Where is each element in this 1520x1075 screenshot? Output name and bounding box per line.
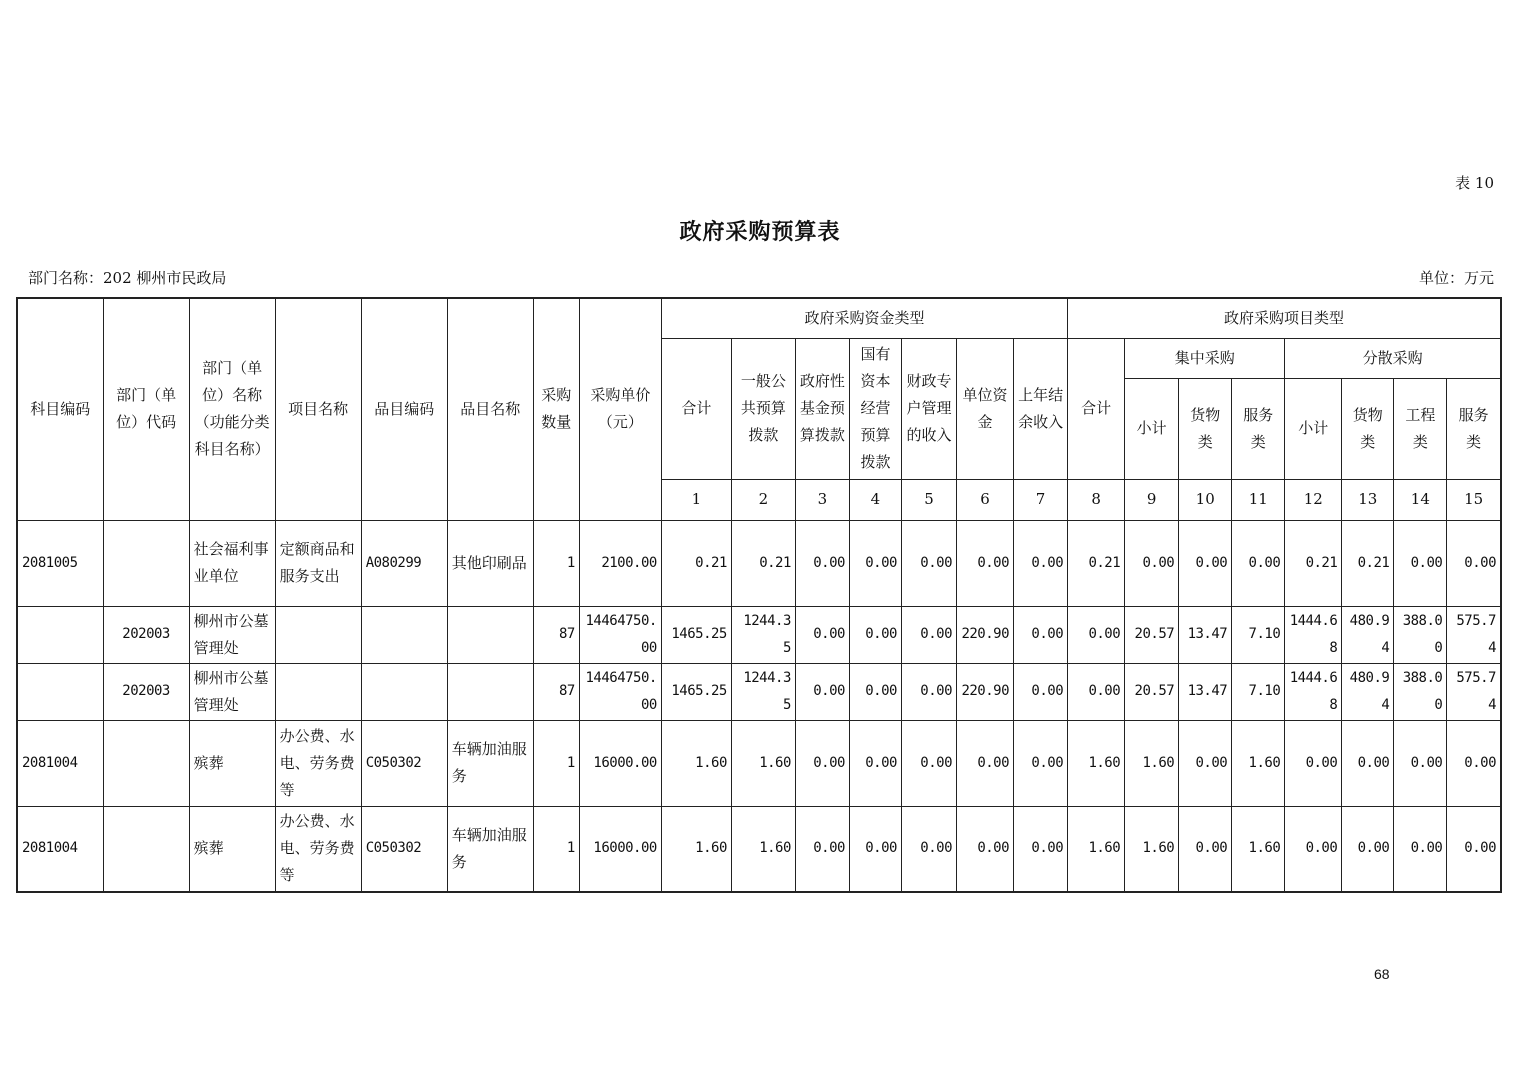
cell-amount-col-7: 0.00: [1014, 806, 1068, 892]
header-project-type: 政府采购项目类型: [1068, 298, 1501, 338]
header-quantity: 采购数量: [533, 298, 579, 520]
cell-amount-col-11: 1.60: [1232, 720, 1285, 806]
cell-project-name: [275, 663, 361, 720]
cell-amount-col-3: 0.00: [795, 606, 849, 663]
header-subject-code: 科目编码: [17, 298, 103, 520]
header-scattered-subtotal: 小计: [1285, 378, 1342, 479]
header-scattered-works: 工程类: [1394, 378, 1447, 479]
cell-amount-col-3: 0.00: [795, 663, 849, 720]
table-row: [17, 520, 1501, 606]
cell-amount-col-15: 0.00: [1447, 806, 1501, 892]
header-central-services: 服务类: [1232, 378, 1285, 479]
header-central-goods: 货物类: [1179, 378, 1232, 479]
col-number: 9: [1125, 479, 1179, 520]
cell-amount-col-12: 0.21: [1285, 520, 1342, 606]
cell-amount-col-10: 13.47: [1179, 663, 1232, 720]
cell-amount-col-10: 0.00: [1179, 806, 1232, 892]
cell-amount-col-7: 0.00: [1014, 606, 1068, 663]
cell-amount-col-15: 575.74: [1447, 606, 1501, 663]
col-number: 2: [731, 479, 795, 520]
cell-dept-code: 202003: [103, 606, 189, 663]
cell-amount-col-7: 0.00: [1014, 520, 1068, 606]
header-project-name: 项目名称: [275, 298, 361, 520]
cell-amount-col-6: 0.00: [957, 806, 1014, 892]
col-number: 5: [901, 479, 956, 520]
cell-dept-name: 殡葬: [189, 720, 275, 806]
col-number: 14: [1394, 479, 1447, 520]
cell-item-name: 车辆加油服务: [447, 806, 533, 892]
cell-amount-col-9: 1.60: [1125, 720, 1179, 806]
table-row: [17, 606, 1501, 663]
header-scattered-procurement: 分散采购: [1285, 338, 1501, 378]
cell-item-name: 车辆加油服务: [447, 720, 533, 806]
cell-amount-col-4: 0.00: [849, 720, 901, 806]
cell-amount-col-14: 0.00: [1394, 720, 1447, 806]
cell-amount-col-8: 0.00: [1068, 606, 1125, 663]
cell-project-name: 办公费、水电、劳务费等: [275, 720, 361, 806]
col-number: 7: [1014, 479, 1068, 520]
cell-subject-code: [17, 606, 103, 663]
cell-amount-col-13: 0.00: [1342, 806, 1394, 892]
page-title: 政府采购预算表: [679, 219, 841, 245]
cell-amount-col-6: 0.00: [957, 520, 1014, 606]
procurement-budget-table: [16, 297, 1502, 893]
cell-amount-col-5: 0.00: [901, 520, 956, 606]
cell-amount-col-11: 7.10: [1232, 606, 1285, 663]
table-row: [17, 720, 1501, 806]
header-scattered-services: 服务类: [1447, 378, 1501, 479]
cell-amount-col-2: 0.21: [731, 520, 795, 606]
cell-amount-col-10: 0.00: [1179, 520, 1232, 606]
col-number: 3: [795, 479, 849, 520]
cell-amount-col-4: 0.00: [849, 606, 901, 663]
cell-unit-price: 14464750.00: [579, 606, 661, 663]
cell-item-code: [361, 663, 447, 720]
cell-amount-col-5: 0.00: [901, 663, 956, 720]
header-row-1: [17, 298, 1501, 338]
col-number: 13: [1342, 479, 1394, 520]
cell-amount-col-7: 0.00: [1014, 720, 1068, 806]
cell-dept-name: 柳州市公墓管理处: [189, 606, 275, 663]
cell-amount-col-1: 1465.25: [661, 606, 731, 663]
header-fund-type: 政府采购资金类型: [661, 298, 1067, 338]
header-project-total: 合计: [1068, 338, 1125, 479]
cell-amount-col-10: 0.00: [1179, 720, 1232, 806]
cell-amount-col-5: 0.00: [901, 720, 956, 806]
cell-item-name: [447, 663, 533, 720]
cell-amount-col-1: 1465.25: [661, 663, 731, 720]
cell-amount-col-9: 1.60: [1125, 806, 1179, 892]
cell-amount-col-2: 1244.35: [731, 663, 795, 720]
cell-unit-price: 16000.00: [579, 720, 661, 806]
cell-amount-col-14: 0.00: [1394, 806, 1447, 892]
cell-amount-col-15: 0.00: [1447, 720, 1501, 806]
header-central-subtotal: 小计: [1125, 378, 1179, 479]
cell-amount-col-6: 0.00: [957, 720, 1014, 806]
cell-item-code: A080299: [361, 520, 447, 606]
cell-amount-col-6: 220.90: [957, 663, 1014, 720]
header-unit-price: 采购单价（元）: [579, 298, 661, 520]
cell-subject-code: [17, 663, 103, 720]
cell-item-code: [361, 606, 447, 663]
cell-amount-col-11: 0.00: [1232, 520, 1285, 606]
cell-subject-code: 2081004: [17, 806, 103, 892]
cell-dept-name: 殡葬: [189, 806, 275, 892]
cell-amount-col-13: 0.21: [1342, 520, 1394, 606]
cell-subject-code: 2081005: [17, 520, 103, 606]
cell-amount-col-15: 575.74: [1447, 663, 1501, 720]
cell-dept-code: [103, 720, 189, 806]
cell-amount-col-8: 0.21: [1068, 520, 1125, 606]
cell-amount-col-8: 0.00: [1068, 663, 1125, 720]
cell-amount-col-12: 1444.68: [1285, 606, 1342, 663]
header-fund-total: 合计: [661, 338, 731, 479]
cell-amount-col-4: 0.00: [849, 663, 901, 720]
col-number: 4: [849, 479, 901, 520]
cell-project-name: [275, 606, 361, 663]
cell-item-code: C050302: [361, 720, 447, 806]
header-item-code: 品目编码: [361, 298, 447, 520]
cell-amount-col-2: 1.60: [731, 806, 795, 892]
col-number: 8: [1068, 479, 1125, 520]
header-gov-fund: 政府性基金预算拨款: [795, 338, 849, 479]
col-number: 15: [1447, 479, 1501, 520]
cell-amount-col-12: 1444.68: [1285, 663, 1342, 720]
unit-label: 单位：万元: [1418, 269, 1494, 287]
cell-amount-col-13: 480.94: [1342, 606, 1394, 663]
cell-amount-col-7: 0.00: [1014, 663, 1068, 720]
cell-project-name: 定额商品和服务支出: [275, 520, 361, 606]
cell-dept-name: 柳州市公墓管理处: [189, 663, 275, 720]
table-row: [17, 663, 1501, 720]
cell-amount-col-11: 1.60: [1232, 806, 1285, 892]
cell-subject-code: 2081004: [17, 720, 103, 806]
cell-amount-col-15: 0.00: [1447, 520, 1501, 606]
header-item-name: 品目名称: [447, 298, 533, 520]
page-number: 68: [1374, 966, 1390, 982]
cell-item-name: [447, 606, 533, 663]
cell-amount-col-3: 0.00: [795, 520, 849, 606]
col-number: 6: [957, 479, 1014, 520]
cell-amount-col-2: 1244.35: [731, 606, 795, 663]
cell-amount-col-1: 1.60: [661, 720, 731, 806]
cell-amount-col-13: 480.94: [1342, 663, 1394, 720]
cell-dept-code: [103, 520, 189, 606]
cell-amount-col-12: 0.00: [1285, 720, 1342, 806]
cell-amount-col-14: 388.00: [1394, 606, 1447, 663]
cell-amount-col-6: 220.90: [957, 606, 1014, 663]
col-number: 12: [1285, 479, 1342, 520]
cell-item-code: C050302: [361, 806, 447, 892]
cell-amount-col-1: 0.21: [661, 520, 731, 606]
cell-amount-col-14: 0.00: [1394, 520, 1447, 606]
cell-amount-col-11: 7.10: [1232, 663, 1285, 720]
table-row: [17, 806, 1501, 892]
cell-project-name: 办公费、水电、劳务费等: [275, 806, 361, 892]
cell-quantity: 1: [533, 520, 579, 606]
cell-amount-col-14: 388.00: [1394, 663, 1447, 720]
col-number: 11: [1232, 479, 1285, 520]
cell-amount-col-1: 1.60: [661, 806, 731, 892]
cell-amount-col-8: 1.60: [1068, 806, 1125, 892]
header-dept-name: 部门（单位）名称（功能分类科目名称）: [189, 298, 275, 520]
table-body: [17, 520, 1501, 892]
cell-item-name: 其他印刷品: [447, 520, 533, 606]
cell-amount-col-5: 0.00: [901, 806, 956, 892]
cell-amount-col-9: 20.57: [1125, 663, 1179, 720]
cell-dept-name: 社会福利事业单位: [189, 520, 275, 606]
cell-amount-col-9: 20.57: [1125, 606, 1179, 663]
header-scattered-goods: 货物类: [1342, 378, 1394, 479]
col-number: 10: [1179, 479, 1232, 520]
cell-amount-col-4: 0.00: [849, 806, 901, 892]
cell-amount-col-8: 1.60: [1068, 720, 1125, 806]
cell-amount-col-2: 1.60: [731, 720, 795, 806]
cell-amount-col-5: 0.00: [901, 606, 956, 663]
header-unit-fund: 单位资金: [957, 338, 1014, 479]
cell-dept-code: 202003: [103, 663, 189, 720]
header-special-account: 财政专户管理的收入: [901, 338, 956, 479]
cell-quantity: 1: [533, 720, 579, 806]
table-number: 表 10: [1455, 174, 1494, 192]
cell-dept-code: [103, 806, 189, 892]
department-name: 部门名称：202 柳州市民政局: [28, 269, 227, 287]
cell-amount-col-9: 0.00: [1125, 520, 1179, 606]
cell-amount-col-3: 0.00: [795, 720, 849, 806]
header-prior-surplus: 上年结余收入: [1014, 338, 1068, 479]
col-number: 1: [661, 479, 731, 520]
header-central-procurement: 集中采购: [1125, 338, 1285, 378]
header-state-capital: 国有资本经营预算拨款: [849, 338, 901, 479]
cell-unit-price: 14464750.00: [579, 663, 661, 720]
cell-amount-col-3: 0.00: [795, 806, 849, 892]
cell-amount-col-4: 0.00: [849, 520, 901, 606]
cell-amount-col-10: 13.47: [1179, 606, 1232, 663]
cell-quantity: 1: [533, 806, 579, 892]
cell-unit-price: 16000.00: [579, 806, 661, 892]
cell-amount-col-12: 0.00: [1285, 806, 1342, 892]
cell-quantity: 87: [533, 606, 579, 663]
header-general-budget: 一般公共预算拨款: [731, 338, 795, 479]
cell-amount-col-13: 0.00: [1342, 720, 1394, 806]
cell-unit-price: 2100.00: [579, 520, 661, 606]
header-dept-code: 部门（单位）代码: [103, 298, 189, 520]
cell-quantity: 87: [533, 663, 579, 720]
